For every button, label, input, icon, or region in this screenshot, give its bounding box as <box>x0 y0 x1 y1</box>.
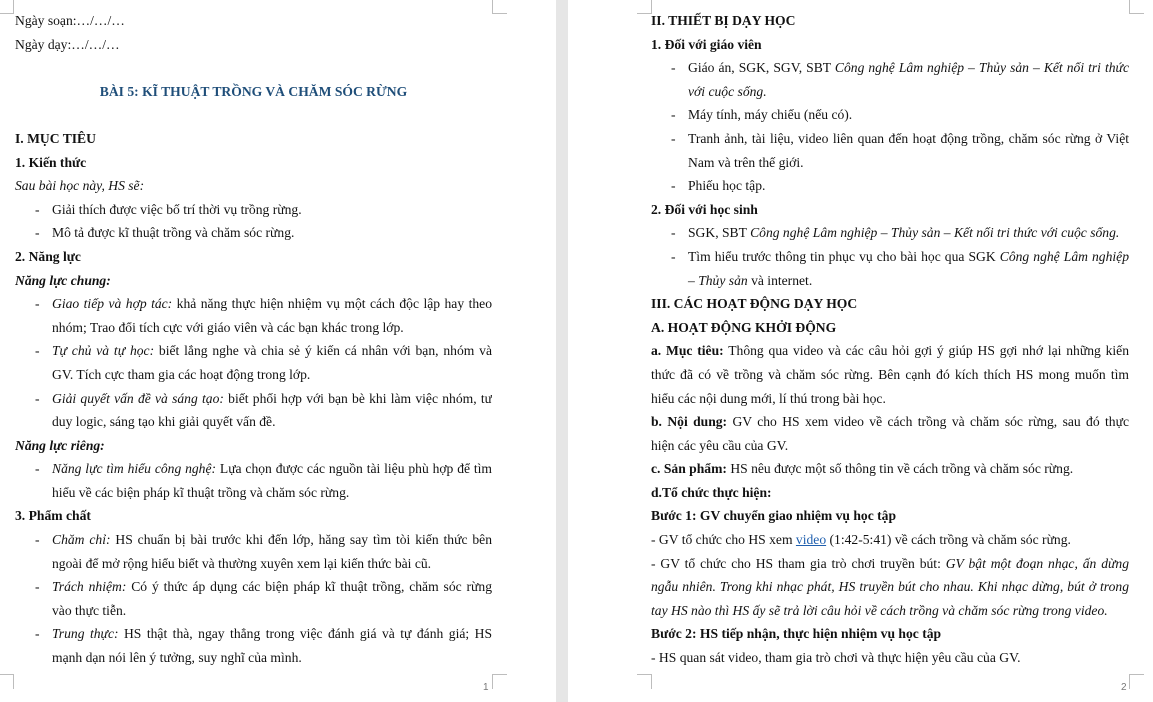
list-item-continuation: với cuộc sống. <box>688 83 767 99</box>
list-item-continuation: duy logic, sáng tạo khi giải quyết vấn đề. <box>52 414 276 430</box>
margin-mark <box>637 0 652 14</box>
margin-mark <box>1129 0 1144 14</box>
margin-mark <box>1129 674 1144 689</box>
margin-mark <box>637 674 652 689</box>
list-item: - Tranh ảnh, tài liệu, video liên quan đến hoạt động trồng, chăm sóc rừng ở Việt <box>671 130 1129 146</box>
intro-text: Sau bài học này, HS sẽ: <box>15 178 145 194</box>
paragraph-line: tay HS nào thì HS ấy sẽ trả lời câu hỏi về cách trồng và chăm sóc rừng trong video. <box>651 602 1108 618</box>
paragraph-line: hiện các yêu cầu của GV. <box>651 437 789 453</box>
list-item: - Mô tả được kĩ thuật trồng và chăm sóc rừng. <box>35 225 295 241</box>
list-item: - Trách nhiệm: Có ý thức áp dụng các biện pháp kĩ thuật trồng, chăm sóc rừng <box>35 579 492 595</box>
list-item: - Phiếu học tập. <box>671 178 766 194</box>
margin-mark <box>492 0 507 14</box>
list-item-continuation: ngoài để mở rộng hiểu biết và thường xuyên xem lại kiến thức bài cũ. <box>52 555 432 571</box>
paragraph-line: thức đã có về trồng và chăm sóc rừng. Bên cạnh đó kích thích HS mong muốn tìm <box>651 366 1129 382</box>
paragraph-line: ngẫu nhiên. Trong khi nhạc phát, HS truyền bút cho nhau. Khi nhạc dừng, bút ở trong <box>651 579 1129 595</box>
heading-qualities: 3. Phẩm chất <box>15 508 91 524</box>
paragraph-line: - GV tổ chức cho HS tham gia trò chơi truyền bút: GV bật một đoạn nhạc, ấn dừng <box>651 555 1129 571</box>
list-item-continuation: hiểu về các biện pháp kĩ thuật trồng và chăm sóc rừng. <box>52 484 350 500</box>
heading-competence: 2. Năng lực <box>15 248 81 264</box>
heading-knowledge: 1. Kiến thức <box>15 154 87 170</box>
list-item-continuation: – Thủy sản và internet. <box>688 272 813 288</box>
list-item: - Giải thích được việc bố trí thời vụ trồng rừng. <box>35 201 302 217</box>
list-item: - Tìm hiểu trước thông tin phục vụ cho bài học qua SGK Công nghệ Lâm nghiệp <box>671 248 1129 264</box>
paragraph-line: - GV tổ chức cho HS xem video (1:42-5:41) về cách trồng và chăm sóc rừng. <box>651 532 1071 548</box>
paragraph-line: hiểu các nội dung mới, lí thú trong bài học. <box>651 390 886 406</box>
step-1-heading: Bước 1: GV chuyển giao nhiệm vụ học tập <box>651 508 897 524</box>
list-item-continuation: vào thực tiễn. <box>52 602 127 618</box>
heading-for-students: 2. Đối với học sinh <box>651 201 758 217</box>
list-item-continuation: mạnh dạn nói lên ý tưởng, suy nghĩ của mình. <box>52 650 302 666</box>
list-item: - Tự chủ và tự học: biết lắng nghe và chia sẻ ý kiến cá nhân với bạn, nhóm và <box>35 343 492 359</box>
heading-for-teacher: 1. Đối với giáo viên <box>651 36 762 52</box>
document-page-1 <box>0 0 556 702</box>
list-item-continuation: GV. Tích cực tham gia các hoạt động trong lớp. <box>52 366 311 382</box>
page-number: 1 <box>483 682 489 693</box>
list-item: - Năng lực tìm hiểu công nghệ: Lựa chọn được các nguồn tài liệu phù hợp để tìm <box>35 461 492 477</box>
page-1-text <box>15 0 492 670</box>
subheading-specific-competence: Năng lực riêng: <box>15 437 105 453</box>
list-item: - Giao tiếp và hợp tác: khả năng thực hiện nhiệm vụ một cách độc lập hay theo <box>35 296 492 312</box>
paragraph-organization: d.Tổ chức thực hiện: <box>651 484 772 500</box>
margin-mark <box>0 674 14 689</box>
list-item: - SGK, SBT Công nghệ Lâm nghiệp – Thủy sản – Kết nối tri thức với cuộc sống. <box>671 225 1120 241</box>
heading-warmup: A. HOẠT ĐỘNG KHỞI ĐỘNG <box>651 319 837 335</box>
list-item-continuation: nhóm; Trao đổi tích cực với giáo viên và các bạn khác trong lớp. <box>52 319 404 335</box>
list-item: - Giáo án, SGK, SGV, SBT Công nghệ Lâm nghiệp – Thủy sản – Kết nối tri thức <box>671 60 1129 76</box>
margin-mark <box>492 674 507 689</box>
list-item: - Trung thực: HS thật thà, ngay thẳng trong việc đánh giá và tự đánh giá; HS <box>35 626 492 642</box>
list-item: - Chăm chỉ: HS chuẩn bị bài trước khi đến lớp, hăng say tìm tòi kiến thức bên <box>35 532 492 548</box>
paragraph-content: b. Nội dung: GV cho HS xem video về cách trồng và chăm sóc rừng, sau đó thực <box>651 414 1129 430</box>
video-link[interactable]: video <box>795 532 827 548</box>
paragraph-product: c. Sản phẩm: HS nêu được một số thông tin về cách trồng và chăm sóc rừng. <box>651 461 1074 477</box>
step-2-heading: Bước 2: HS tiếp nhận, thực hiện nhiệm vụ học tập <box>651 626 942 642</box>
list-item: - Giải quyết vấn đề và sáng tạo: biết phối hợp với bạn bè khi làm việc nhóm, tư <box>35 390 492 406</box>
list-item: - Máy tính, máy chiếu (nếu có). <box>671 107 853 123</box>
heading-activities: III. CÁC HOẠT ĐỘNG DẠY HỌC <box>651 296 858 312</box>
date-taught: Ngày dạy:…/…/… <box>15 36 120 52</box>
paragraph-line: - HS quan sát video, tham gia trò chơi và thực hiện yêu cầu của GV. <box>651 650 1021 666</box>
document-page-2 <box>568 0 1153 702</box>
lesson-title: BÀI 5: KĨ THUẬT TRỒNG VÀ CHĂM SÓC RỪNG <box>99 83 408 99</box>
heading-objectives: I. MỤC TIÊU <box>15 130 96 146</box>
date-prepared: Ngày soạn:…/…/… <box>15 13 125 28</box>
page-2-text <box>651 0 1129 670</box>
heading-equipment: II. THIẾT BỊ DẠY HỌC <box>651 13 796 28</box>
list-item-continuation: Nam và trên thế giới. <box>688 154 804 170</box>
page-number: 2 <box>1121 682 1127 693</box>
margin-mark <box>0 0 14 14</box>
paragraph-objective: a. Mục tiêu: Thông qua video và các câu hỏi gợi ý giúp HS gợi nhớ lại những kiến <box>651 343 1129 359</box>
subheading-general-competence: Năng lực chung: <box>15 272 111 288</box>
